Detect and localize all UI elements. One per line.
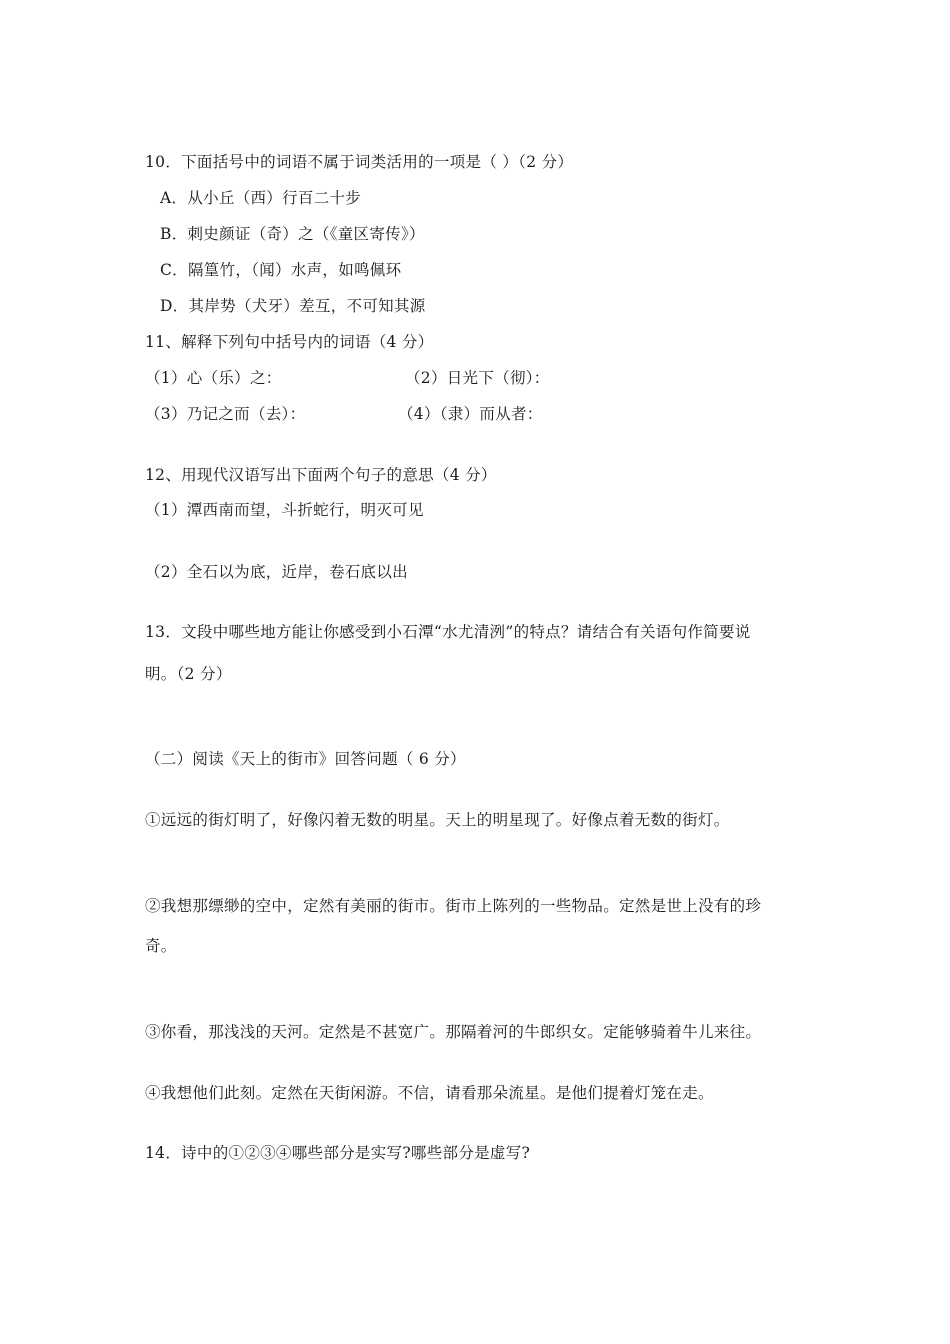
- q13-line-2: 明。（2 分）: [145, 665, 232, 683]
- poem-paragraph-2-line-1: ②我想那缥缈的空中，定然有美丽的街市。街市上陈列的一些物品。定然是世上没有的珍: [145, 897, 762, 915]
- poem-paragraph-3: ③你看，那浅浅的天河。定然是不甚宽广。那隔着河的牛郎织女。定能够骑着牛儿来往。: [145, 1023, 762, 1041]
- q11-stem: 11、解释下列句中括号内的词语（4 分）: [145, 333, 434, 351]
- poem-paragraph-1: ①远远的街灯明了，好像闪着无数的明星。天上的明星现了。好像点着无数的街灯。: [145, 811, 730, 829]
- q14-stem: 14．诗中的①②③④哪些部分是实写?哪些部分是虚写?: [145, 1144, 531, 1162]
- q13-line-1: 13．文段中哪些地方能让你感受到小石潭“水尤清洌”的特点？请结合有关语句作简要说: [145, 623, 751, 641]
- section2-heading: （二）阅读《天上的街市》回答问题（ 6 分）: [145, 750, 466, 768]
- q10-option-a: A．从小丘（西）行百二十步: [160, 189, 362, 207]
- q12-stem: 12、用现代汉语写出下面两个句子的意思（4 分）: [145, 466, 497, 484]
- q11-item-3: （3）乃记之而（去）：: [145, 405, 306, 423]
- q11-item-4: （4）（隶）而从者：: [398, 405, 543, 423]
- poem-paragraph-2-line-2: 奇。: [145, 937, 177, 955]
- q10-option-d: D．其岸势（犬牙）差互，不可知其源: [160, 297, 426, 315]
- q11-item-1: （1）心（乐）之：: [145, 369, 282, 387]
- q11-item-2: （2）日光下（彻）：: [405, 369, 550, 387]
- q10-option-c: C．隔篁竹，（闻）水声，如鸣佩环: [160, 261, 402, 279]
- q10-option-b: B．刺史颜证（奇）之（《童区寄传》）: [160, 225, 425, 243]
- q12-item-2: （2）全石以为底，近岸，卷石底以出: [145, 563, 408, 581]
- poem-paragraph-4: ④我想他们此刻。定然在天街闲游。不信，请看那朵流星。是他们提着灯笼在走。: [145, 1084, 714, 1102]
- q12-item-1: （1）潭西南而望，斗折蛇行，明灭可见: [145, 501, 424, 519]
- q10-stem: 10．下面括号中的词语不属于词类活用的一项是（ ）（2 分）: [145, 153, 574, 171]
